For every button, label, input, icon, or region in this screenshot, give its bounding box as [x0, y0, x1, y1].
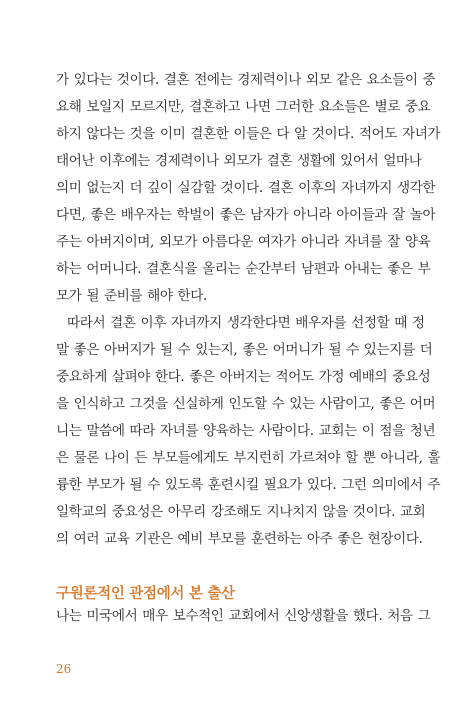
text-line: 하지 않다는 것을 이미 결혼한 이들은 다 알 것이다. 적어도 자녀가	[56, 126, 441, 142]
text-line: 가 있다는 것이다. 결혼 전에는 경제력이나 외모 같은 요소들이 중	[56, 72, 436, 88]
text-line: 니는 말씀에 따라 자녀를 양육하는 사람이다. 교회는 이 점을 청년	[56, 423, 436, 439]
text-line: 의 여러 교육 기관은 예비 부모를 훈련하는 아주 좋은 현장이다.	[56, 531, 423, 547]
section-heading: 구원론적인 관점에서 본 출산	[56, 586, 235, 602]
text-line: 주는 아버지이며, 외모가 아름다운 여자가 아니라 자녀를 잘 양육	[56, 234, 431, 250]
text-line: 태어난 이후에는 경제력이나 외모가 결혼 생활에 있어서 얼마나	[56, 153, 422, 169]
text-line: 을 인식하고 그것을 신실하게 인도할 수 있는 사람이고, 좋은 어머	[56, 396, 436, 412]
text-line: 륭한 부모가 될 수 있도록 훈련시킬 필요가 있다. 그런 의미에서 주	[56, 477, 441, 493]
text-line: 따라서 결혼 이후 자녀까지 생각한다면 배우자를 선정할 때 정	[67, 315, 425, 331]
text-line: 의미 없는지 더 깊이 실감할 것이다. 결혼 이후의 자녀까지 생각한	[56, 180, 436, 196]
text-line: 모가 될 준비를 해야 한다.	[56, 288, 207, 304]
text-line: 요해 보일지 모르지만, 결혼하고 나면 그러한 요소들은 별로 중요	[56, 99, 431, 115]
text-line: 말 좋은 아버지가 될 수 있는지, 좋은 어머니가 될 수 있는지를 더	[56, 342, 433, 358]
text-line: 은 물론 나이 든 부모들에게도 부지런히 가르쳐야 할 뿐 아니라, 훌	[56, 450, 441, 466]
text-line: 나는 미국에서 매우 보수적인 교회에서 신앙생활을 했다. 처음 그	[56, 608, 431, 624]
page-number: 26	[56, 662, 72, 676]
text-line: 일학교의 중요성은 아무리 강조해도 지나치지 않을 것이다. 교회	[56, 504, 426, 520]
text-line: 다면, 좋은 배우자는 학벌이 좋은 남자가 아니라 아이들과 잘 놀아	[56, 207, 436, 223]
text-line: 중요하게 살펴야 한다. 좋은 아버지는 적어도 가정 예배의 중요성	[56, 369, 431, 385]
text-line: 하는 어머니다. 결혼식을 올리는 순간부터 남편과 아내는 좋은 부	[56, 261, 431, 277]
